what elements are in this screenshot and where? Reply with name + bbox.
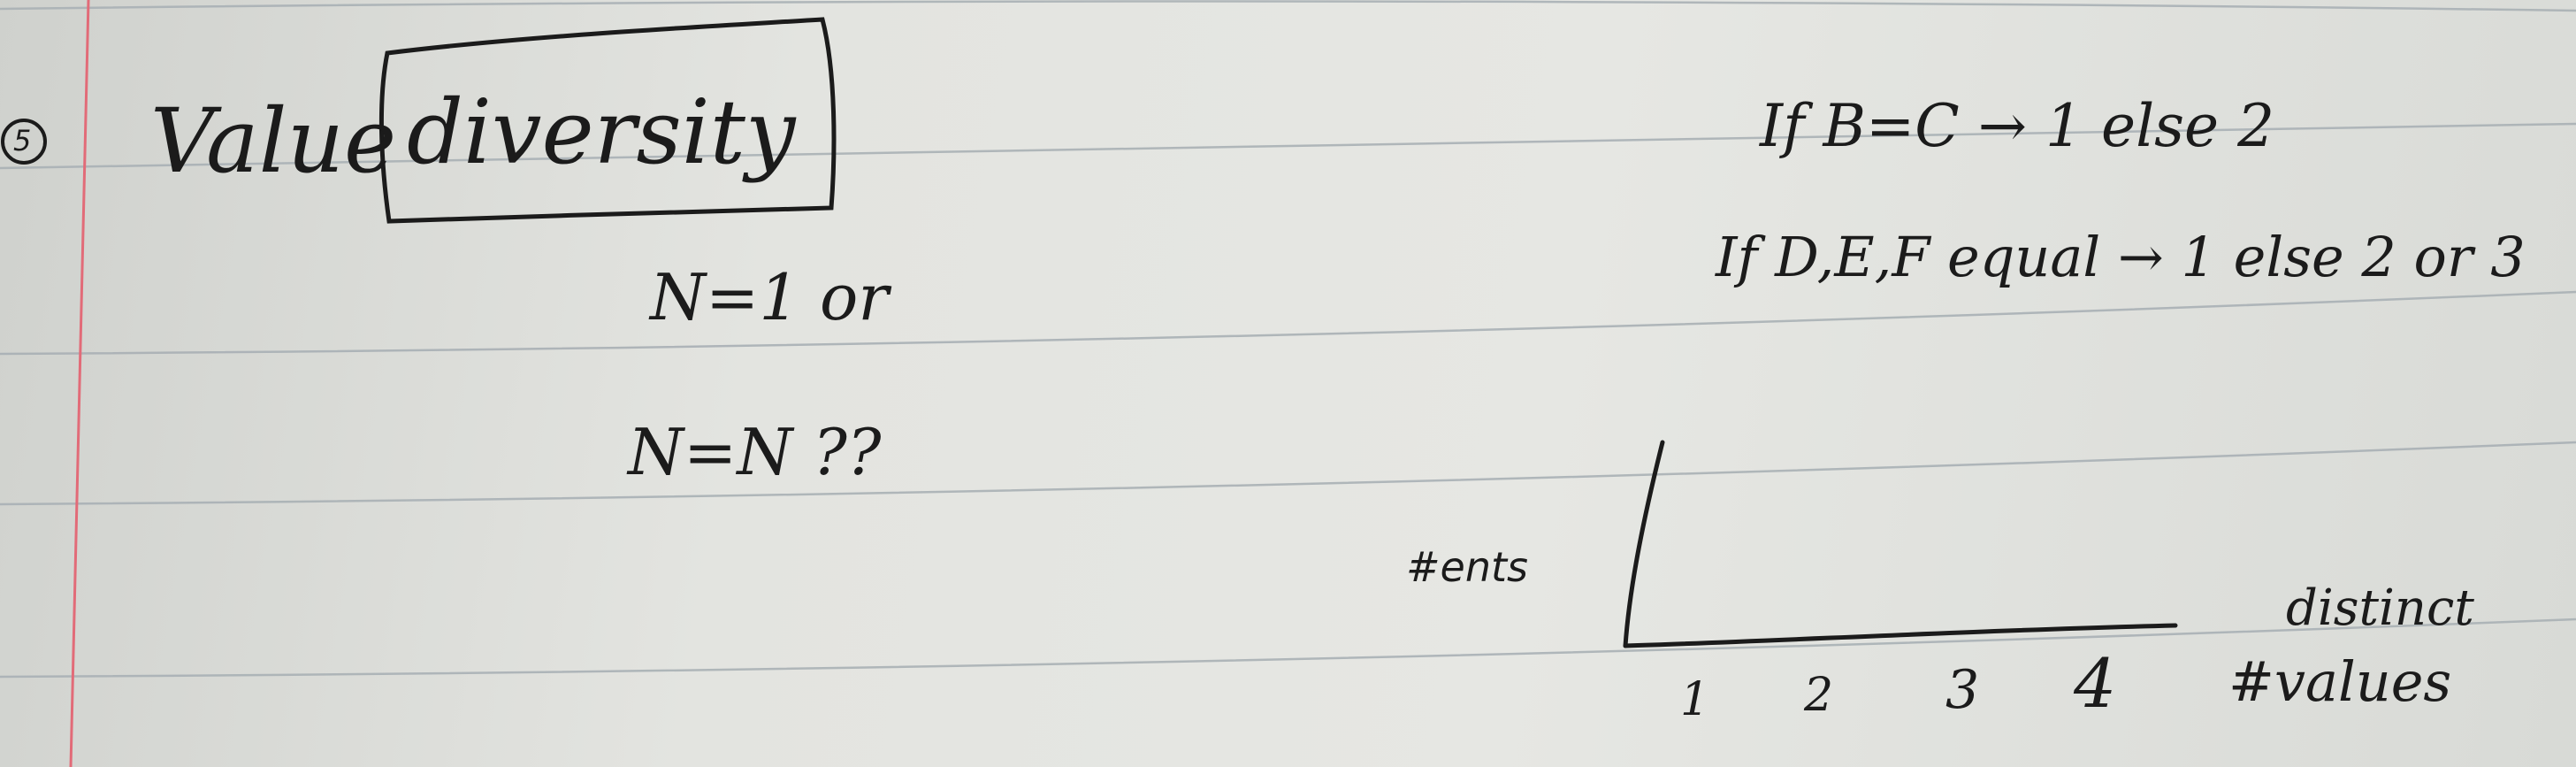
title-boxed-word: diversity: [407, 81, 796, 184]
rule-line: [0, 1, 2576, 11]
rule-line: [0, 442, 2576, 504]
x-tick-label: 4: [2074, 644, 2117, 723]
annotation-line-1: N=1 or: [650, 260, 889, 334]
x-axis-label: #values: [2228, 649, 2452, 714]
rule-line: [0, 619, 2576, 677]
annotation-line-2: N=N ??: [628, 415, 882, 489]
x-tick-label: 2: [1804, 669, 1834, 722]
title-word: Value: [150, 89, 397, 193]
y-axis-label: #ents: [1406, 543, 1528, 591]
y-axis-line: [1625, 442, 1663, 646]
rule-line: [0, 292, 2576, 354]
item-number: 5: [13, 124, 32, 157]
x-axis-annotation: distinct: [2286, 579, 2474, 637]
x-tick-label: 3: [1945, 659, 1980, 721]
margin-line: [71, 0, 88, 767]
x-tick-label: 1: [1680, 673, 1710, 726]
rule-line-2: If D,E,F equal → 1 else 2 or 3: [1716, 225, 2526, 289]
rule-line-1: If B=C → 1 else 2: [1760, 92, 2275, 160]
